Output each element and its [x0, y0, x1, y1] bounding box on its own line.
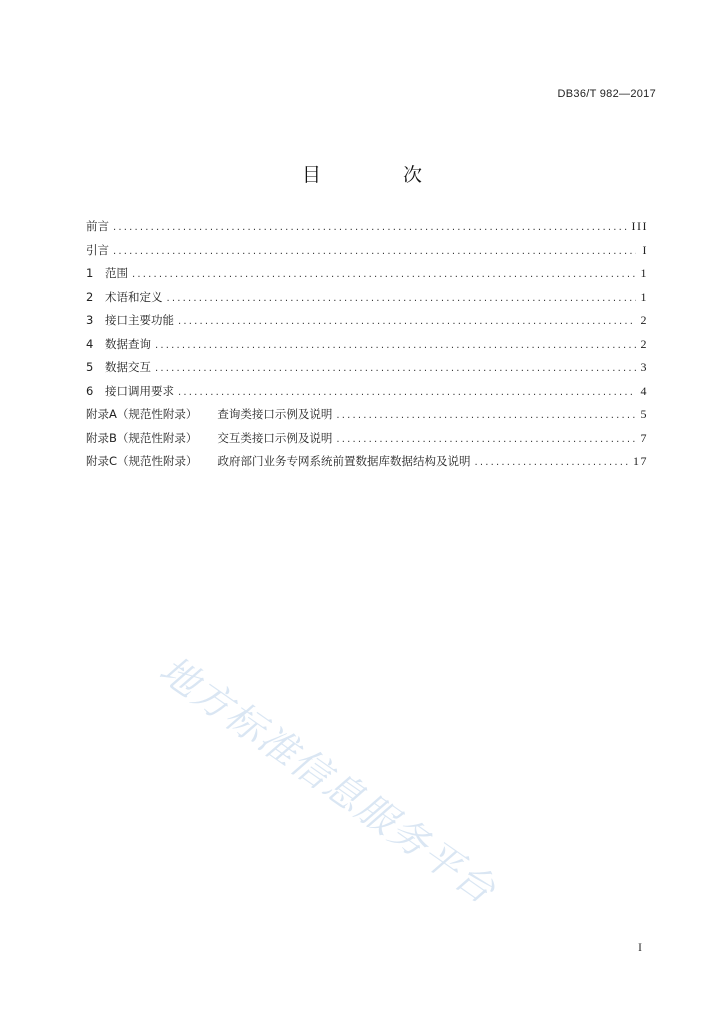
toc-entry-label: 前言	[86, 219, 109, 233]
toc-entry-label: 数据查询	[105, 336, 151, 351]
toc-leader-dots	[155, 340, 636, 351]
table-of-contents	[86, 218, 648, 477]
toc-entry-page: 3	[640, 360, 648, 374]
toc-entry-2[interactable]	[86, 289, 648, 313]
toc-entry-page: III	[631, 219, 648, 233]
toc-entry-number: 3	[86, 313, 94, 327]
toc-title: 目 次	[301, 164, 461, 186]
watermark-text: 地方标准信息服务平台	[151, 647, 505, 913]
toc-entry-label: 范围	[105, 266, 128, 280]
toc-entry-number: 2	[86, 289, 94, 304]
toc-entry-label: 交互类接口示例及说明	[217, 430, 333, 445]
toc-entry-page: 5	[640, 407, 648, 421]
toc-leader-dots	[336, 434, 636, 445]
toc-leader-dots	[475, 457, 629, 468]
toc-leader-dots	[178, 316, 636, 327]
toc-entry-page: 7	[640, 430, 648, 445]
toc-entry-6[interactable]	[86, 383, 648, 407]
toc-entry-annex-c[interactable]	[86, 453, 648, 477]
toc-leader-dots	[178, 387, 636, 398]
toc-leader-dots	[113, 222, 628, 233]
toc-leader-dots	[113, 246, 636, 257]
toc-leader-dots	[167, 293, 637, 304]
toc-entry-1[interactable]	[86, 265, 648, 289]
toc-entry-annex-b[interactable]	[86, 430, 648, 454]
toc-entry-label: 查询类接口示例及说明	[217, 407, 333, 421]
toc-entry-page: 2	[640, 313, 648, 327]
page-number: I	[638, 940, 642, 954]
toc-entry-page: 17	[633, 454, 648, 468]
toc-entry-label: 接口调用要求	[105, 383, 174, 398]
toc-entry-number: 1	[86, 266, 94, 280]
toc-entry-page: 1	[640, 289, 648, 304]
toc-entry-label: 术语和定义	[105, 289, 163, 304]
toc-entry-introduction[interactable]	[86, 242, 648, 266]
toc-entry-number: 4	[86, 336, 94, 351]
toc-entry-annex-a[interactable]	[86, 406, 648, 430]
toc-leader-dots	[132, 269, 636, 280]
toc-entry-foreword[interactable]	[86, 218, 648, 242]
toc-leader-dots	[336, 410, 636, 421]
toc-entry-number: 6	[86, 383, 94, 398]
toc-entry-5[interactable]	[86, 359, 648, 383]
toc-entry-page: 4	[640, 383, 648, 398]
toc-annex-label: 附录B（规范性附录）	[86, 430, 198, 445]
toc-entry-page: 1	[640, 266, 648, 280]
standard-code: DB36/T 982—2017	[557, 88, 656, 100]
toc-entry-label: 数据交互	[105, 360, 151, 374]
toc-entry-label: 接口主要功能	[105, 313, 174, 327]
toc-annex-label: 附录A（规范性附录）	[86, 407, 198, 421]
toc-entry-3[interactable]	[86, 312, 648, 336]
toc-leader-dots	[155, 363, 636, 374]
toc-entry-page: I	[642, 242, 648, 257]
toc-entry-label: 政府部门业务专网系统前置数据库数据结构及说明	[217, 454, 471, 468]
toc-entry-4[interactable]	[86, 336, 648, 360]
toc-entry-number: 5	[86, 360, 94, 374]
toc-annex-label: 附录C（规范性附录）	[86, 454, 198, 468]
toc-entry-page: 2	[640, 336, 648, 351]
toc-entry-label: 引言	[86, 242, 109, 257]
